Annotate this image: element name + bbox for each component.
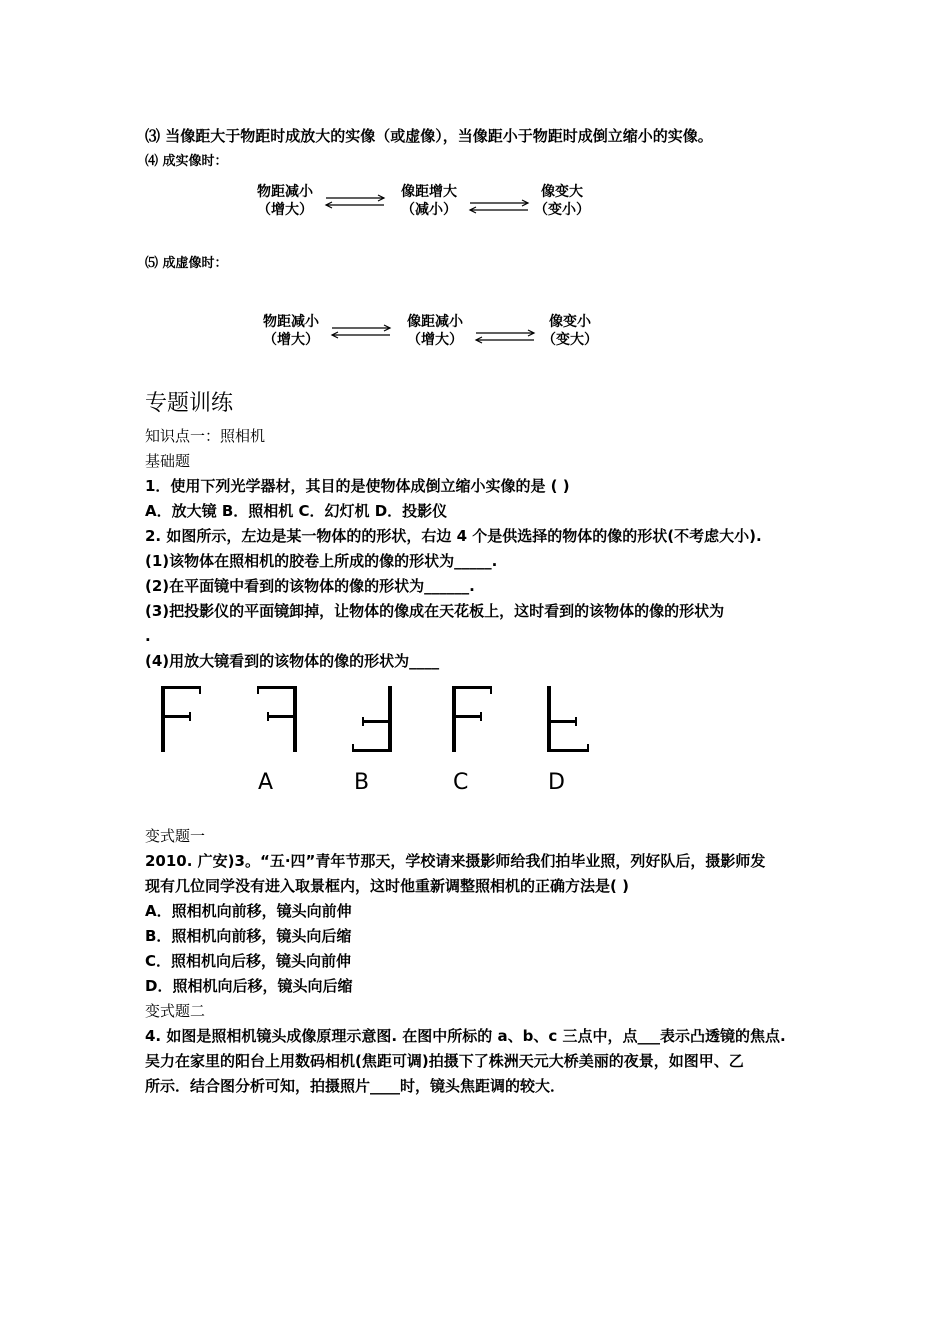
option-c-shape	[452, 686, 492, 752]
basic-label: 基础题	[145, 452, 191, 470]
variant1-option-c: C．照相机向后移，镜头向前伸	[145, 952, 352, 970]
flow-node-image-size: 像变大	[541, 184, 583, 200]
variant1-option-d: D．照相机向后移，镜头向后缩	[145, 977, 353, 995]
q2-part4: (4)用放大镜看到的该物体的像的形状为____	[145, 652, 440, 670]
flow-node-image-distance-alt: （增大）	[407, 332, 463, 348]
item4-text: ⑷ 成实像时：	[145, 154, 228, 169]
option-a-label: A	[258, 770, 274, 795]
flow-node-image-distance-alt: （减小）	[401, 202, 457, 218]
option-a-shape	[257, 686, 297, 752]
variant2-stem-line3: 所示．结合图分析可知，拍摄照片____时，镜头焦距调的较大．	[145, 1077, 566, 1095]
item3-text: ⑶ 当像距大于物距时成放大的实像（或虚像），当像距小于物距时成倒立缩小的实像。	[145, 127, 713, 145]
flow-node-image-size-alt: （变大）	[542, 332, 598, 348]
variant1-title: 变式题一	[145, 827, 206, 845]
q2-part2: (2)在平面镜中看到的该物体的像的形状为______.	[145, 577, 475, 595]
q1-options: A．放大镜 B．照相机 C．幻灯机 D．投影仪	[145, 502, 448, 520]
variant1-stem-line2: 现有几位同学没有进入取景框内，这时他重新调整照相机的正确方法是( )	[145, 877, 629, 895]
option-b-label: B	[354, 770, 370, 795]
option-b-shape	[352, 686, 392, 752]
original-f-shape	[161, 686, 201, 752]
item5-text: ⑸ 成虚像时：	[145, 256, 228, 271]
flow-node-image-distance: 像距减小	[407, 314, 463, 330]
option-d-label: D	[548, 770, 565, 795]
variant2-stem-line2: 吴力在家里的阳台上用数码相机(焦距可调)拍摄下了株洲天元大桥美丽的夜景，如图甲、乙	[145, 1052, 744, 1070]
variant1-stem-line1: 2010. 广安)3。“五·四”青年节那天，学校请来摄影师给我们拍毕业照，列好队后，摄影师发	[145, 852, 766, 870]
flow-node-image-size: 像变小	[549, 314, 591, 330]
q2-part3-end: .	[145, 627, 151, 645]
q2-part1: (1)该物体在照相机的胶卷上所成的像的形状为_____.	[145, 552, 498, 570]
knowledge-point: 知识点一：照相机	[145, 427, 266, 445]
variant2-stem-line1: 4. 如图是照相机镜头成像原理示意图. 在图中所标的 a、b、c 三点中，点___表示凸透镜的焦点.	[145, 1027, 786, 1045]
variant2-title: 变式题二	[145, 1002, 206, 1020]
flow-node-object-distance: 物距减小	[257, 184, 313, 200]
option-c-label: C	[453, 770, 469, 795]
flow-node-object-distance-alt: （增大）	[257, 202, 313, 218]
section-title: 专题训练	[145, 391, 234, 416]
flow-node-object-distance: 物距减小	[263, 314, 319, 330]
q2-stem: 2. 如图所示，左边是某一物体的的形状，右边 4 个是供选择的物体的像的形状(不考虑大小).	[145, 527, 762, 545]
q1-stem: 1．使用下列光学器材，其目的是使物体成倒立缩小实像的是 ( )	[145, 477, 570, 495]
variant1-option-a: A．照相机向前移，镜头向前伸	[145, 902, 352, 920]
flow-node-image-size-alt: （变小）	[534, 202, 590, 218]
flow-node-image-distance: 像距增大	[401, 184, 457, 200]
variant1-option-b: B．照相机向前移，镜头向后缩	[145, 927, 352, 945]
flow-node-object-distance-alt: （增大）	[263, 332, 319, 348]
q2-part3: (3)把投影仪的平面镜卸掉，让物体的像成在天花板上，这时看到的该物体的像的形状为	[145, 602, 725, 620]
option-d-shape	[547, 686, 589, 752]
